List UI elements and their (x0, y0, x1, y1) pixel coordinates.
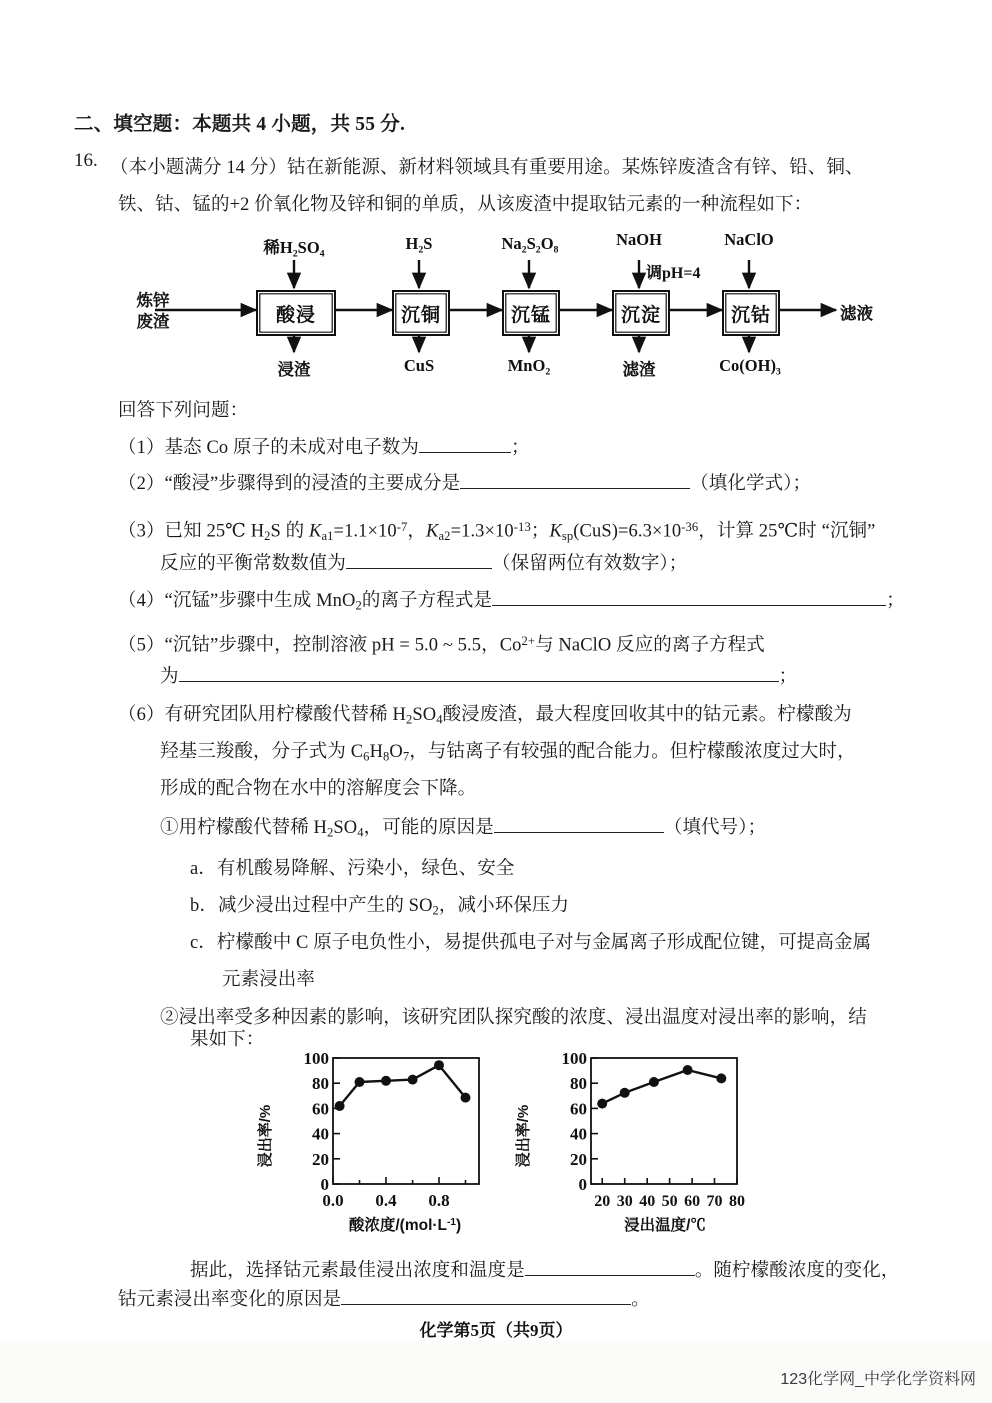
subquestion-3-line2: 反应的平衡常数数值为 （保留两位有效数字）； (160, 546, 687, 583)
chart-right-ytick-40: 40 (570, 1124, 587, 1144)
flow-output-filtrate: 滤液 (840, 304, 873, 323)
chart-acid-concentration-svg (255, 1048, 500, 1243)
answer-blank-7[interactable] (525, 1256, 695, 1276)
answer-blank-6a[interactable] (494, 813, 664, 833)
chart-left-ytick-100: 100 (303, 1049, 329, 1068)
flow-reagent-sodium-hydroxide: NaOH (616, 230, 662, 249)
subquestion-1 (118, 430, 530, 467)
flow-product-filter-residue: 滤渣 (622, 360, 656, 379)
subquestion-3-line1: （3）已知 25℃ $H_2S$ 的 $K_{a1}=1.1\times 10^{-7}$，$K_{a2}=1.3\times 10^{-13}$；$K_{sp}(CuS)=6.3\times 10^{-36}$，计算 25℃时 “沉铜” (118, 520, 876, 543)
option-a[interactable]: a．有机酸易降解、污染小，绿色、安全 (190, 859, 515, 879)
chart-left-xlabel: 酸浓度$/(mol\cdot L^{-1})$ (348, 1216, 462, 1234)
chart-right-xtick-20: 20 (594, 1193, 611, 1210)
subquestion-1-tail: ； (511, 438, 530, 458)
flow-input-label: 炼锌 废渣 (136, 291, 170, 331)
section-heading: 二、填空题：本题共 4 小题，共 55 分. (74, 114, 406, 135)
chart-left-ytick-20: 20 (312, 1149, 329, 1169)
chart-right-ytick-80: 80 (570, 1074, 587, 1094)
option-c-line2: 元素浸出率 (222, 970, 316, 990)
chart-right-ylabel: 浸出率/% (515, 1104, 532, 1168)
chart-left-ylabel: 浸出率/% (257, 1104, 274, 1168)
flow-box-acid-leach[interactable]: 酸浸 (256, 290, 336, 336)
subquestion-5-line1: （5）“沉钴”步骤中，控制溶液 pH = 5.0 ~ 5.5，$Co^{2+}$与 NaClO 反应的离子方程式 (118, 634, 765, 656)
site-watermark: 123化学网_中学化学资料网 (780, 1371, 976, 1388)
process-flow-diagram (136, 222, 890, 380)
answer-blank-4[interactable] (492, 586, 886, 606)
conclusion-line2: 钴元素浸出率变化的原因是 。 (118, 1282, 650, 1319)
answer-blank-1[interactable] (419, 433, 511, 453)
chart-left-ytick-60: 60 (312, 1099, 329, 1119)
answer-blank-2[interactable] (460, 469, 690, 489)
page-footer: 化学第5页（共9页） (419, 1321, 573, 1340)
answer-blank-8[interactable] (341, 1285, 631, 1305)
option-c-line1[interactable]: c．柠檬酸中 C 原子电负性小，易提供孤电子对与金属离子形成配位键，可提高金属 (190, 933, 872, 953)
chart-right-xtick-30: 30 (616, 1193, 633, 1210)
flow-product-cus: CuS (403, 356, 435, 375)
chart-left-xtick-0.8: 0.8 (428, 1191, 450, 1210)
subquestion-6-line2: 羟基三羧酸，分子式为 $C_6H_8O_7$，与钴离子有较强的配合能力。但柠檬酸浓度过大时， (160, 742, 856, 764)
answer-blank-5[interactable] (179, 662, 779, 682)
chart-right-ytick-20: 20 (570, 1149, 587, 1169)
conclusion-line1: 据此，选择钴元素最佳浸出浓度和温度是 。随柠檬酸浓度的变化， (190, 1253, 899, 1290)
subquestion-1-text: （1）基态 Co 原子的未成对电子数为 (118, 438, 419, 458)
flow-ph-note: 调pH=4 (646, 265, 701, 282)
chart-right-ytick-100: 100 (561, 1049, 587, 1068)
subquestion-2-tail: （填化学式）； (690, 474, 812, 494)
flow-reagent-sodium-hypochlorite: NaClO (724, 230, 774, 249)
question-16-line2: 铁、钴、锰的+2 价氧化物及锌和铜的单质，从该废渣中提取钴元素的一种流程如下： (118, 195, 813, 215)
subquestion-6-line1: （6）有研究团队用柠檬酸代替稀 $H_2SO_4$酸浸废渣，最大程度回收其中的钴元素。柠檬酸为 (118, 705, 852, 727)
chart-right-ytick-60: 60 (570, 1099, 587, 1119)
flow-box-cobalt-precip[interactable]: 沉钴 (722, 290, 780, 336)
flow-reagent-sulfuric-acid: 稀H₂SO₄ (263, 238, 325, 257)
answer-blank-3[interactable] (346, 549, 492, 569)
question-16-number: 16. (74, 150, 98, 171)
flow-box-precipitation[interactable]: 沉淀 (612, 290, 670, 336)
subquestion-2 (118, 466, 811, 503)
chart-right-xtick-70: 70 (706, 1193, 723, 1210)
chart-left-xtick-0.0: 0.0 (322, 1191, 344, 1210)
flow-box-copper-precip[interactable]: 沉铜 (392, 290, 450, 336)
chart-acid-concentration (255, 1048, 500, 1243)
flow-reagent-sodium-persulfate: Na₂S₂O₈ (501, 234, 559, 253)
question-16-line1: （本小题满分 14 分）钴在新能源、新材料领域具有重要用途。某炼锌废渣含有锌、铅、铜、 (110, 158, 864, 178)
answer-prompt: 回答下列问题： (118, 401, 249, 421)
chart-left-ytick-0: 0 (320, 1175, 329, 1194)
chart-leaching-temperature (513, 1048, 758, 1243)
chart-right-xlabel: 浸出温度/℃ (624, 1217, 706, 1234)
chart-right-xtick-60: 60 (684, 1193, 701, 1210)
chart-left-ytick-80: 80 (312, 1074, 329, 1094)
flow-reagent-hydrogen-sulfide: H₂S (405, 234, 433, 253)
chart-left-xtick-0.4: 0.4 (375, 1191, 397, 1210)
charts-container (255, 1048, 775, 1243)
chart-right-xtick-40: 40 (639, 1193, 656, 1210)
subquestion-5-line2: 为 ； (160, 659, 797, 696)
subquestion-4: （4）“沉锰”步骤中生成 MnO$_2$的离子方程式是 ； (118, 583, 905, 625)
subquestion-2-text: （2）“酸浸”步骤得到的浸渣的主要成分是 (118, 474, 461, 494)
flow-box-manganese-precip[interactable]: 沉锰 (502, 290, 560, 336)
subquestion-6-line3: 形成的配合物在水中的溶解度会下降。 (160, 779, 477, 799)
chart-right-ytick-0: 0 (578, 1175, 587, 1194)
flow-product-mno2: MnO₂ (507, 356, 551, 375)
flow-product-leach-residue: 浸渣 (277, 360, 311, 379)
chart-right-xtick-50: 50 (661, 1193, 678, 1210)
subquestion-6-item2-line2: 果如下： (190, 1030, 265, 1050)
chart-left-ytick-40: 40 (312, 1124, 329, 1144)
option-b[interactable]: b．减少浸出过程中产生的 $SO_2$，减小环保压力 (190, 896, 570, 918)
subquestion-6-item1: ①用柠檬酸代替稀 $H_2SO_4$，可能的原因是 （填代号）； (160, 810, 766, 852)
chart-leaching-temperature-svg (513, 1048, 758, 1243)
chart-right-xtick-80: 80 (729, 1193, 745, 1210)
subquestion-6-item2-line1: ②浸出率受多种因素的影响，该研究团队探究酸的浓度、浸出温度对浸出率的影响，结 (160, 1008, 867, 1028)
flow-product-cobalt-hydroxide: Co(OH)₃ (719, 356, 781, 375)
